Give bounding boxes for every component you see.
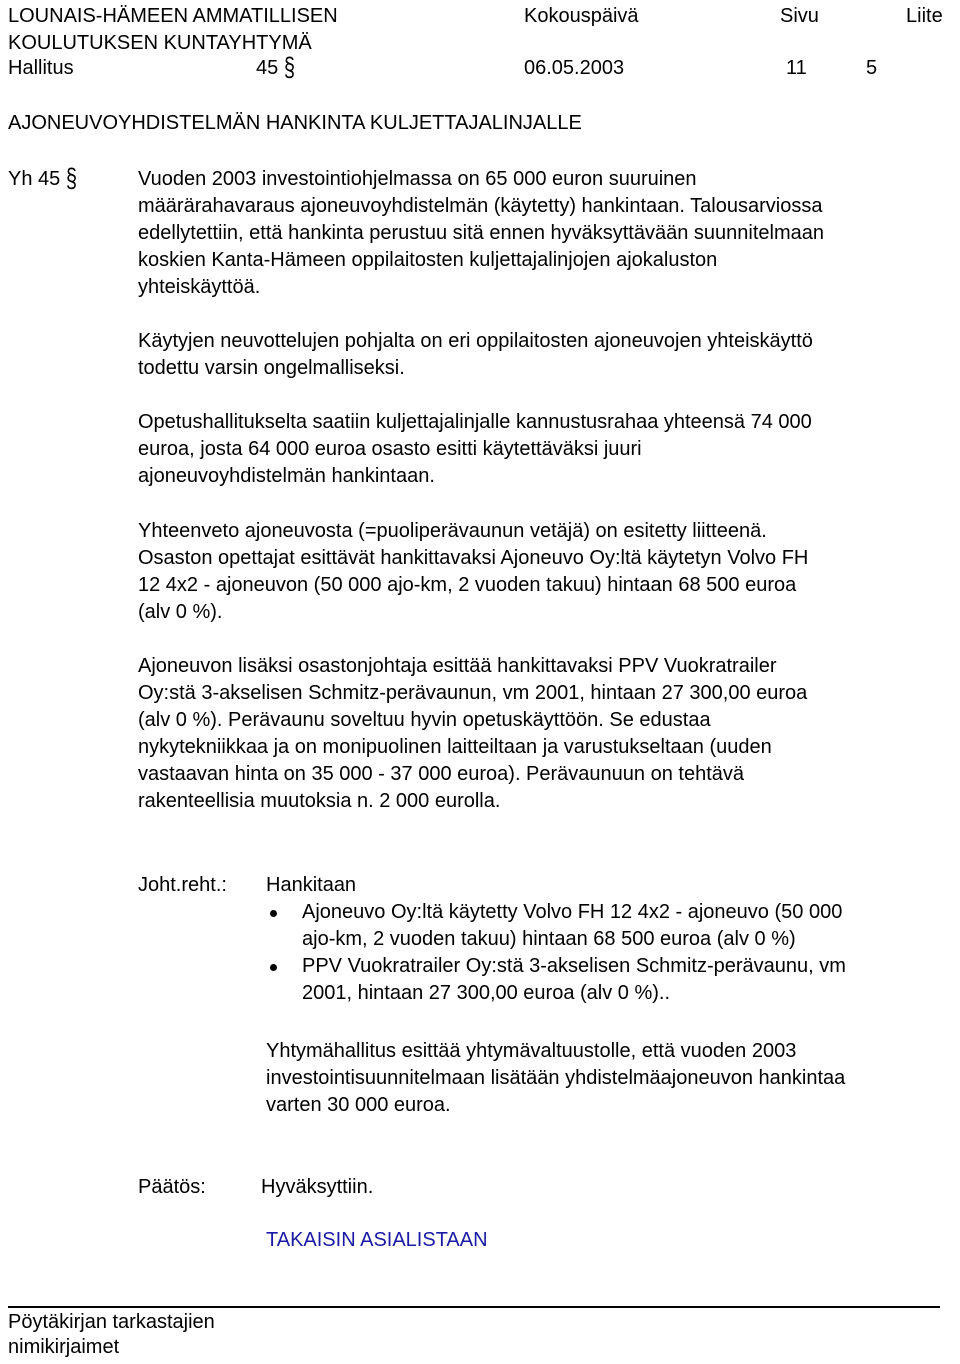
- decision-label: Päätös:: [138, 1176, 206, 1198]
- paragraph-trailer: Ajoneuvon lisäksi osastonjohtaja esittää hankittavaksi PPV Vuokratrailer Oy:stä 3-akselisen Schmitz-perävaunun, vm 2001, hintaan 27 300,00 euroa (alv 0 %). Perävaunu soveltuu hyvin opetuskäyttöön. Se edustaa nykytekniikkaa ja on monipuolinen laitteiltaan ja varustukseltaan (uuden vastaavan hinta on 35 000 - 37 000 euroa). Perävaunuun on tehtävä rakenteellisia muutoksia n. 2 000 eurolla.: [138, 655, 808, 812]
- proposal-bullet-list: [266, 899, 956, 1007]
- paragraph-negotiations: Käytyjen neuvottelujen pohjalta on eri oppilaitosten ajoneuvojen yhteiskäyttö todettu varsin ongelmalliseksi.: [138, 330, 813, 379]
- paragraph-vehicle: Yhteenveto ajoneuvosta (=puoliperävaunun vetäjä) on esitetty liitteenä. Osaston opettajat esittävät hankittavaksi Ajoneuvo Oy:ltä käytetyn Volvo FH 12 4x2 - ajoneuvon (50 000 ajo-km, 2 vuoden takuu) hintaan 68 500 euroa (alv 0 %).: [138, 520, 809, 623]
- footer-inspectors-label: Pöytäkirjan tarkastajien: [8, 1311, 215, 1333]
- item-reference: Yh 45 §: [8, 166, 77, 193]
- section-sign: §: [283, 52, 295, 83]
- meeting-date-value: 06.05.2003: [524, 57, 625, 79]
- proposal-closing: Yhtymähallitus esittää yhtymävaltuustolle, että vuoden 2003 investointisuunnitelmaan lisätään yhdistelmäajoneuvon hankintaa varten 30 000 euroa.: [266, 1040, 846, 1116]
- paragraph-budget: Vuoden 2003 investointiohjelmassa on 65 000 euron suuruinen määrärahavaraus ajoneuvoyhdistelmän (käytetty) hankintaan. Talousarviossa edellytettiin, että hankinta perustuu sitä ennen hyväksyttävään suunnitelmaan koskien Kanta-Hämeen oppilaitosten kuljettajalinjojen ajokaluston yhteiskäyttöä.: [138, 168, 824, 298]
- agenda-item-title: AJONEUVOYHDISTELMÄN HANKINTA KULJETTAJALINJALLE: [8, 112, 582, 134]
- attachment-number: 5: [866, 57, 878, 79]
- signature-line: [8, 1306, 940, 1308]
- item-section-sign: §: [65, 163, 77, 194]
- organization-name-line2: KOULUTUKSEN KUNTAYHTYMÄ: [8, 32, 312, 54]
- proposal-bullet-trailer: PPV Vuokratrailer Oy:stä 3-akselisen Schmitz-perävaunu, vm 2001, hintaan 27 300,00 euroa (alv 0 %)..: [266, 953, 956, 1007]
- back-to-agenda-link[interactable]: TAKAISIN ASIALISTAAN: [266, 1229, 488, 1251]
- meeting-date-label: Kokouspäivä: [524, 5, 639, 27]
- paragraph-funding: Opetushallitukselta saatiin kuljettajalinjalle kannustusrahaa yhteensä 74 000 euroa, josta 64 000 euroa osasto esitti käytettäväksi juuri ajoneuvoyhdistelmän hankintaan.: [138, 411, 812, 487]
- attachment-label: Liite: [906, 5, 943, 27]
- footer-initials-label: nimikirjaimet: [8, 1336, 120, 1358]
- proposal-heading: Hankitaan: [266, 874, 357, 896]
- body-name: Hallitus: [8, 57, 74, 79]
- proposal-bullet-vehicle: Ajoneuvo Oy:ltä käytetty Volvo FH 12 4x2 - ajoneuvo (50 000 ajo-km, 2 vuoden takuu) hintaan 68 500 euroa (alv 0 %): [266, 899, 956, 953]
- page-number: 11: [786, 57, 807, 79]
- proposal-label: Joht.reht.:: [138, 874, 227, 896]
- page-label: Sivu: [780, 5, 819, 27]
- decision-value: Hyväksyttiin.: [261, 1176, 374, 1198]
- section-number: 45 §: [256, 55, 295, 82]
- organization-name-line1: LOUNAIS-HÄMEEN AMMATILLISEN: [8, 5, 338, 27]
